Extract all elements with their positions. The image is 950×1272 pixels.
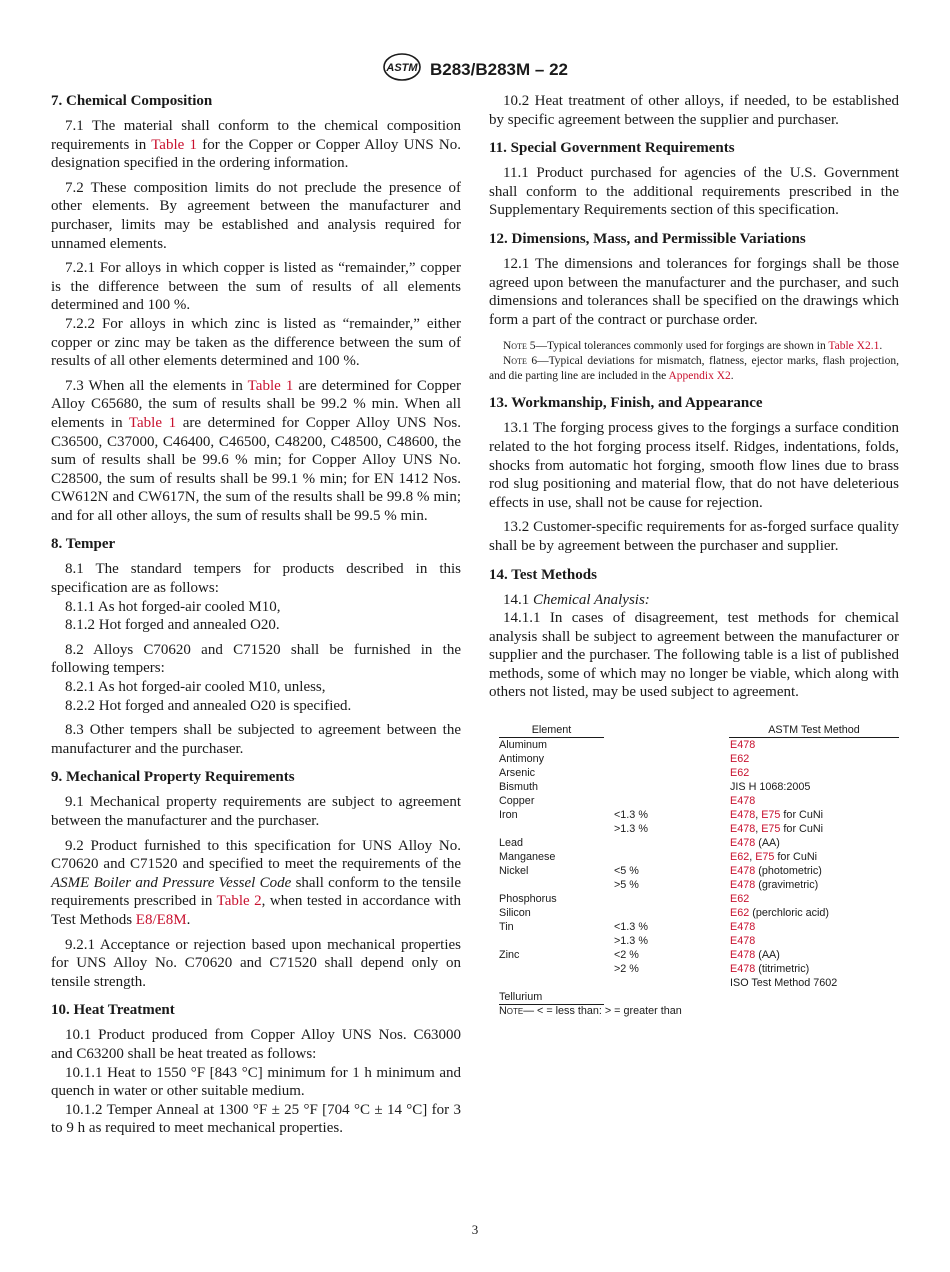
section-11 (489, 139, 899, 220)
table-x2-1-link[interactable]: Table X2.1 (828, 340, 880, 353)
section-7 (51, 92, 461, 525)
condition-cell: <5 % (614, 865, 639, 878)
condition-cell: <1.3 % (614, 809, 648, 822)
note-5: Note 5—Typical tolerances commonly used for forgings are shown in Table X2.1. (503, 340, 883, 353)
section-14 (489, 566, 899, 703)
method-note: ISO Test Method 7602 (730, 977, 838, 990)
para-8-3: 8.3 Other tempers shall be subjected to agreement between the manufacturer and the purchaser. (51, 722, 461, 757)
appendix-x2-link[interactable]: Appendix X2 (668, 370, 731, 383)
method-cell (730, 934, 755, 948)
section-13 (489, 394, 899, 555)
table-1-link[interactable]: Table 1 (128, 414, 177, 431)
method-cell (730, 864, 822, 878)
table-row (489, 738, 899, 752)
method-link[interactable]: E478 (730, 865, 756, 878)
table-body (489, 738, 899, 1004)
element-cell: Nickel (499, 865, 529, 878)
col-element-header: Element (499, 724, 604, 738)
method-cell (730, 850, 817, 864)
method-link[interactable]: E478 (730, 921, 756, 934)
table-row (489, 766, 899, 780)
section-10-title: 10. Heat Treatment (51, 1002, 175, 1019)
note-6: Note 6—Typical deviations for mismatch, flatness, ejector marks, flash projection, and die parting line are included in the Appendix X2. (489, 355, 899, 383)
para-7-2: 7.2 These composition limits do not preclude the presence of other elements. By agreement between the manufacturer and purchaser, limits may be established and analysis required for unnamed elements. (51, 179, 461, 252)
e8-link[interactable]: E8/E8M (135, 911, 187, 928)
condition-cell: <1.3 % (614, 921, 648, 934)
section-10 (51, 1001, 461, 1138)
para-7-3: 7.3 When all the elements in Table 1 are determined for Copper Alloy C65680, the sum of results shall be 99.2 % min. When all elements in Table 1 are determined for Copper Alloy UNS Nos. C36500, C37000, C46400, C46500, C48200, C48500, C48600, the sum of results shall be 99.6 % min; for Copper Alloy UNS No. C28500, the sum of results shall be 99.1 % min; for EN 1412 Nos. CW612N and CW617N, the sum of the results shall be 99.8 % min; and for all other alloys, the sum of results shall be 99.5 % min. (51, 377, 461, 524)
para-8-1-1: 8.1.1 As hot forged-air cooled M10, (65, 598, 281, 615)
element-cell: Lead (499, 837, 524, 850)
method-link[interactable]: E62 (730, 753, 750, 766)
para-8-2-1: 8.2.1 As hot forged-air cooled M10, unless, (65, 679, 326, 696)
para-13-2: 13.2 Customer-specific requirements for as-forged surface quality shall be by agreement between the purchaser and supplier. (489, 519, 899, 554)
para-9-1: 9.1 Mechanical property requirements are subject to agreement between the manufacturer and the purchaser. (51, 794, 461, 829)
para-8-2-2: 8.2.2 Hot forged and annealed O20 is specified. (65, 697, 352, 714)
table-1-link[interactable]: Table 1 (151, 136, 198, 153)
method-link[interactable]: E478 (730, 823, 756, 836)
method-cell (730, 976, 837, 990)
method-cell (730, 738, 755, 752)
table-row (489, 948, 899, 962)
method-note: for CuNi (774, 851, 818, 864)
element-cell: Copper (499, 795, 535, 808)
method-separator: , (749, 851, 756, 864)
para-9-2-1: 9.2.1 Acceptance or rejection based upon mechanical properties for UNS Alloy No. C70620 and C71520 shall depend only on tensile strength. (51, 936, 461, 990)
method-cell (730, 808, 823, 822)
table-row (489, 794, 899, 808)
page-header (0, 52, 950, 87)
method-link[interactable]: E75 (761, 823, 781, 836)
condition-cell: >1.3 % (614, 823, 648, 836)
table-row (489, 822, 899, 836)
method-note: (perchloric acid) (749, 907, 830, 920)
method-link[interactable]: E75 (755, 851, 775, 864)
method-link[interactable]: E478 (730, 837, 756, 850)
para-12-1: 12.1 The dimensions and tolerances for forgings shall be those agreed upon between the manufacturer and the purchaser, and such dimensions and tolerances shall be specified on the drawings which form a part of the contract or purchase order. (489, 255, 899, 328)
test-method-table (489, 724, 899, 1018)
page-number: 3 (471, 1222, 479, 1237)
section-12 (489, 230, 899, 384)
method-cell (730, 948, 780, 962)
para-8-1-2: 8.1.2 Hot forged and annealed O20. (65, 617, 280, 634)
table-row (489, 892, 899, 906)
para-10-1: 10.1 Product produced from Copper Alloy UNS Nos. C63000 and C63200 shall be heat treated as follows: (51, 1027, 461, 1062)
method-note: JIS H 1068:2005 (730, 781, 811, 794)
method-link[interactable]: E62 (730, 851, 750, 864)
para-7-2-1: 7.2.1 For alloys in which copper is listed as “remainder,” copper is the difference between the sum of results of all elements determined and 100 %. (51, 260, 461, 314)
table-note: Note— < = less than: > = greater than (499, 1005, 682, 1018)
method-cell (730, 920, 755, 934)
table-row (489, 780, 899, 794)
table-row (489, 864, 899, 878)
condition-cell: >1.3 % (614, 935, 648, 948)
table-row (489, 836, 899, 850)
table-row (489, 752, 899, 766)
para-9-2: 9.2 Product furnished to this specification for UNS Alloy No. C70620 and C71520 and specified to meet the requirements of the ASME Boiler and Pressure Vessel Code shall conform to the tensile requirements prescribed in Table 2, when tested in accordance with Test Methods E8/E8M. (51, 837, 461, 928)
table-row (489, 906, 899, 920)
method-note: (titrimetric) (755, 963, 810, 976)
method-link[interactable]: E75 (761, 809, 781, 822)
section-13-title: 13. Workmanship, Finish, and Appearance (489, 395, 763, 412)
method-link[interactable]: E478 (730, 963, 756, 976)
method-cell (730, 822, 823, 836)
table-2-link[interactable]: Table 2 (216, 893, 262, 910)
table-row (489, 878, 899, 892)
para-11-1: 11.1 Product purchased for agencies of the U.S. Government shall conform to the additional requirements prescribed in the Supplementary Requirements section of this specification. (489, 165, 899, 219)
method-cell (730, 794, 755, 808)
element-cell: Zinc (499, 949, 520, 962)
para-14-1: 14.1 Chemical Analysis: (503, 591, 650, 608)
table-row (489, 976, 899, 990)
method-link[interactable]: E62 (730, 767, 750, 780)
method-link[interactable]: E478 (730, 879, 756, 892)
para-10-1-1: 10.1.1 Heat to 1550 °F [843 °C] minimum for 1 h minimum and quench in water or other suitable medium. (51, 1064, 461, 1100)
method-note: (AA) (755, 949, 780, 962)
element-cell: Antimony (499, 753, 545, 766)
method-link[interactable]: E478 (730, 935, 756, 948)
element-cell: Silicon (499, 907, 531, 920)
section-14-title: 14. Test Methods (489, 566, 597, 583)
method-separator: , (755, 823, 762, 836)
method-cell (730, 962, 809, 976)
table-row (489, 920, 899, 934)
condition-cell: >2 % (614, 963, 639, 976)
method-link[interactable]: E478 (730, 949, 756, 962)
method-link[interactable]: E478 (730, 809, 756, 822)
method-cell (730, 906, 829, 920)
col-method-header: ASTM Test Method (729, 724, 899, 738)
table-row (489, 962, 899, 976)
method-link[interactable]: E62 (730, 893, 750, 906)
element-cell: Phosphorus (499, 893, 557, 906)
element-cell: Iron (499, 809, 518, 822)
left-column (51, 92, 461, 1148)
section-11-title: 11. Special Government Requirements (489, 140, 735, 157)
section-9 (51, 768, 461, 991)
section-8-title: 8. Temper (51, 536, 116, 553)
method-note: (gravimetric) (755, 879, 819, 892)
method-note: for CuNi (780, 823, 824, 836)
right-column (489, 92, 899, 1018)
para-7-2-2: 7.2.2 For alloys in which zinc is listed as “remainder,” either copper or zinc may be taken as the difference between the sum of results of all other elements determined and 100 %. (51, 315, 461, 370)
element-cell: Bismuth (499, 781, 539, 794)
para-10-1-2: 10.1.2 Temper Anneal at 1300 °F ± 25 °F [704 °C ± 14 °C] for 3 to 9 h as required to meet mechanical properties. (51, 1101, 461, 1137)
method-cell (730, 752, 749, 766)
method-cell (730, 836, 780, 850)
astm-logo-icon (382, 52, 422, 87)
section-7-title: 7. Chemical Composition (51, 93, 213, 109)
method-note: (photometric) (755, 865, 822, 878)
method-link[interactable]: E478 (730, 795, 756, 808)
section-12-title: 12. Dimensions, Mass, and Permissible Variations (489, 230, 806, 247)
document-designation: B283/B283M – 22 (430, 59, 568, 79)
method-link[interactable]: E62 (730, 907, 750, 920)
element-cell: Aluminum (499, 739, 548, 752)
method-cell (730, 878, 818, 892)
table-1-link[interactable]: Table 1 (247, 377, 294, 394)
para-10-2: 10.2 Heat treatment of other alloys, if needed, to be established by specific agreement between the supplier and purchaser. (489, 93, 899, 128)
table-header (489, 724, 899, 738)
section-9-title: 9. Mechanical Property Requirements (51, 769, 295, 786)
method-cell (730, 892, 749, 906)
table-row (489, 850, 899, 864)
para-7-1: 7.1 The material shall conform to the chemical composition requirements in Table 1 for the Copper or Copper Alloy UNS No. designation specified in the ordering information. (51, 118, 461, 172)
element-cell: Tin (499, 921, 514, 934)
element-cell: Tellurium (499, 991, 543, 1004)
method-cell (730, 766, 749, 780)
table-row (489, 934, 899, 948)
method-cell (730, 780, 810, 794)
table-row (489, 808, 899, 822)
condition-cell: >5 % (614, 879, 639, 892)
section-8 (51, 535, 461, 758)
para-13-1: 13.1 The forging process gives to the forgings a surface condition related to the hot forging process itself. Ridges, indentations, folds, shocks from automatic hot forging, smooth flow lines due to brass rod slug positioning and material flow, that do not have deleterious effects in use, shall not be cause for rejection. (489, 420, 899, 511)
para-14-1-1: 14.1.1 In cases of disagreement, test methods for chemical analysis shall be subject to agreement between the manufacturer or supplier and the purchaser. The following table is a list of published methods, some of which may no longer be viable, which along with others not listed, may be used subject to agreement. (489, 610, 899, 701)
para-8-1: 8.1 The standard tempers for products described in this specification are as follows: (51, 561, 461, 597)
method-note: for CuNi (780, 809, 824, 822)
element-cell: Arsenic (499, 767, 536, 780)
table-row (489, 990, 899, 1004)
element-cell: Manganese (499, 851, 556, 864)
astm-logo-text: ASTM (386, 62, 418, 74)
method-note: (AA) (755, 837, 780, 850)
method-separator: , (755, 809, 762, 822)
para-8-2: 8.2 Alloys C70620 and C71520 shall be furnished in the following tempers: (51, 641, 461, 677)
condition-cell: <2 % (614, 949, 639, 962)
method-link[interactable]: E478 (730, 739, 756, 752)
